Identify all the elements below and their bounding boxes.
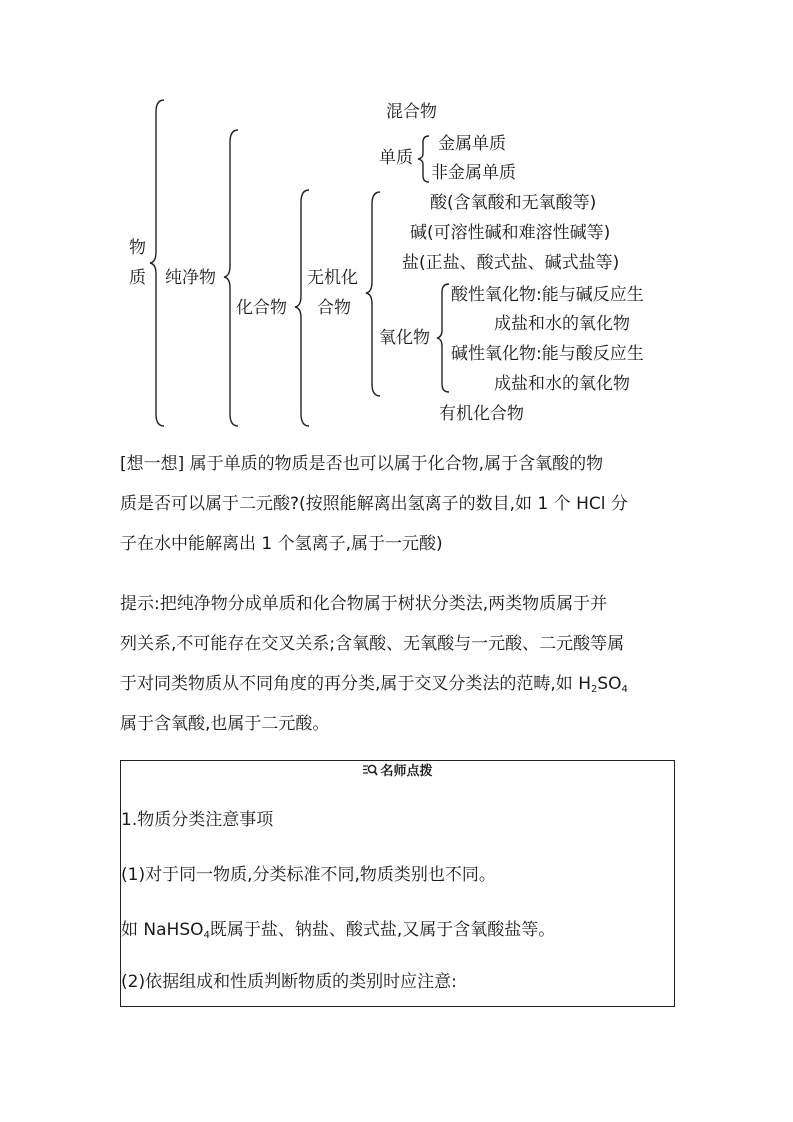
tree-nonmetal: 非金属单质 <box>431 163 516 183</box>
magnifier-icon <box>362 763 378 777</box>
tree-compound: 化合物 <box>236 298 287 318</box>
tree-organic: 有机化合物 <box>439 404 524 424</box>
tree-inorganic-1: 无机化 <box>307 268 358 288</box>
tree-oxide: 氧化物 <box>379 328 430 348</box>
tree-basic-oxide-2: 成盐和水的氧化物 <box>494 374 630 394</box>
hint-paragraph <box>120 584 628 744</box>
tips-item-3-prefix: 如 NaHSO <box>121 920 204 940</box>
brace-pure <box>222 128 242 428</box>
tree-root-char-2: 质 <box>129 268 146 288</box>
tree-inorganic-2: 合物 <box>317 298 351 318</box>
brace-element <box>416 134 432 184</box>
hint-line-4: 属于含氧酸,也属于二元酸。 <box>120 714 330 734</box>
tree-mixture: 混合物 <box>386 102 437 122</box>
think-line-2: 质是否可以属于二元酸?(按照能解离出氢离子的数目,如 1 个 HCl 分 <box>120 494 628 514</box>
tips-item-2: (1)对于同一物质,分类标准不同,物质类别也不同。 <box>121 865 496 885</box>
tree-metal: 金属单质 <box>438 134 506 154</box>
teacher-tips-box <box>120 760 675 1007</box>
tree-acidic-oxide-2: 成盐和水的氧化物 <box>494 314 630 334</box>
tips-item-3 <box>121 919 555 947</box>
tree-salt: 盐(正盐、酸式盐、碱式盐等) <box>402 253 620 273</box>
tree-pure: 纯净物 <box>165 268 216 288</box>
think-line-1: [想一想] 属于单质的物质是否也可以属于化合物,属于含氧酸的物 <box>120 454 604 474</box>
hint-line-3 <box>120 664 628 704</box>
tree-acidic-oxide-1: 酸性氧化物:能与碱反应生 <box>451 285 644 305</box>
hint-line-2: 列关系,不可能存在交叉关系;含氧酸、无氧酸与一元酸、二元酸等属 <box>120 634 625 654</box>
tree-root-char-1: 物 <box>129 238 146 258</box>
tips-item-3-subscript: 4 <box>203 930 210 941</box>
hint-line-1: 提示:把纯净物分成单质和化合物属于树状分类法,两类物质属于并 <box>120 594 608 614</box>
brace-inorganic <box>364 190 384 398</box>
hint-subscript-2: 2 <box>591 684 598 695</box>
think-paragraph <box>120 444 628 564</box>
hint-line-3-text: 于对同类物质从不同角度的再分类,属于交叉分类法的范畴,如 H <box>120 674 591 694</box>
tips-title <box>121 763 674 781</box>
tree-acid: 酸(含氧酸和无氧酸等) <box>430 193 597 213</box>
hint-subscript-4: 4 <box>621 684 628 695</box>
brace-compound <box>293 188 313 428</box>
think-line-3: 子在水中能解离出 1 个氢离子,属于一元酸) <box>120 534 443 554</box>
tree-element: 单质 <box>379 148 413 168</box>
tips-title-text: 名师点拨 <box>380 764 433 779</box>
tips-item-3-text: 既属于盐、钠盐、酸式盐,又属于含氧酸盐等。 <box>209 920 556 940</box>
brace-root <box>148 98 168 428</box>
hint-formula-so: SO <box>597 674 622 694</box>
tree-base: 碱(可溶性碱和难溶性碱等) <box>410 223 611 243</box>
tips-item-1: 1.物质分类注意事项 <box>121 810 274 830</box>
tips-item-4: (2)依据组成和性质判断物质的类别时应注意: <box>121 972 457 992</box>
tree-basic-oxide-1: 碱性氧化物:能与酸反应生 <box>451 344 644 364</box>
